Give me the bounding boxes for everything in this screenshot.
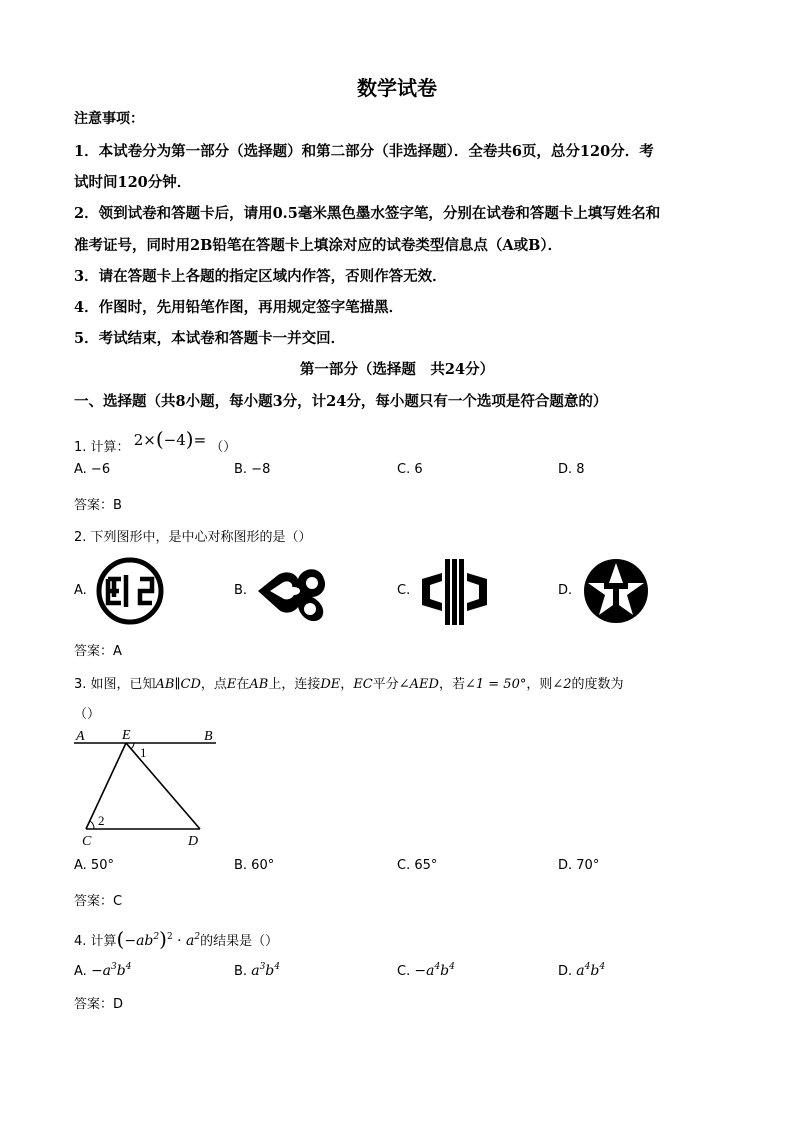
label-angle-1: 1 <box>140 745 147 760</box>
q3-t-o: ，则 <box>526 677 553 692</box>
q4-text: 4. 计算$(-ab^2)^2 \cdot a^2$的结果是（） <box>74 927 279 951</box>
q3-option-b: B. 60° <box>234 858 275 873</box>
label-d: D <box>188 834 199 849</box>
q4-option-c: C. $-a^4b^4$ <box>397 962 455 979</box>
notice-line-7: 5．考试结束，本试卷和答题卡一并交回． <box>74 330 346 347</box>
notice-line-2: 试时间120分钟． <box>74 174 192 191</box>
notice-heading: 注意事项： <box>74 111 144 127</box>
label-b: B <box>204 729 213 744</box>
q2-label-b: B. <box>234 583 248 598</box>
q3-t-c: ，点 <box>200 677 227 692</box>
q4-suffix: 的结果是（） <box>200 934 279 949</box>
q3-t-k: 平分 <box>372 677 399 692</box>
q3-t-m: ，若 <box>438 677 465 692</box>
q1-answer: 答案：B <box>74 498 122 513</box>
q3-t-h: DE <box>320 677 341 692</box>
notice-line-4: 准考证号，同时用2B铅笔在答题卡上填涂对应的试卷类型信息点（A或B）． <box>74 237 563 254</box>
part1-heading: 第一部分（选择题 共24分） <box>299 361 495 378</box>
q1-option-c: C. 6 <box>397 462 423 477</box>
q3-t-n: ∠1 = 50° <box>464 677 527 692</box>
q3-t-p: ∠2 <box>552 677 572 692</box>
q1-expr-c: = <box>193 431 207 449</box>
q3-t-q: 的度数为 <box>571 677 624 692</box>
logo-d-image <box>580 557 652 625</box>
q3-t-e: 在 <box>236 677 250 692</box>
q3-answer: 答案：C <box>74 894 123 909</box>
q1-expr-b: −4 <box>163 431 186 449</box>
q3-t-j: EC <box>353 677 373 692</box>
logo-b-image <box>254 557 330 625</box>
q3-t-g: 上，连接 <box>268 677 321 692</box>
q1-expr-a: 2× <box>133 431 156 449</box>
q3-option-a: A. 50° <box>74 858 114 873</box>
q4-answer: 答案：D <box>74 997 124 1012</box>
q3-t-d: E <box>226 677 237 692</box>
logo-c-image <box>418 557 490 627</box>
q2-label-c: C. <box>397 583 411 598</box>
q1-option-a: A. −6 <box>74 462 111 477</box>
q4-prefix: 4. 计算 <box>74 934 117 949</box>
label-c: C <box>82 834 92 849</box>
notice-line-1: 1．本试卷分为第一部分（选择题）和第二部分（非选择题）．全卷共6页，总分120分．考 <box>74 143 654 160</box>
q1-text: 1. 计算： 2×(−4)= （） <box>74 427 237 455</box>
q1-option-d: D. 8 <box>558 462 585 477</box>
angle-2-arc <box>90 821 94 829</box>
q2-label-a: A. <box>74 583 87 598</box>
angle-1-arc <box>131 743 134 749</box>
q3-t-i: ， <box>340 677 354 692</box>
notice-line-5: 3．请在答题卡上各题的指定区域内作答，否则作答无效． <box>74 268 447 285</box>
label-e: E <box>122 728 131 743</box>
notice-line-6: 4．作图时，先用铅笔作图，再用规定签字笔描黑． <box>74 299 404 316</box>
q4-option-a: A. $-a^3b^4$ <box>74 962 132 979</box>
q4-option-d: D. $a^4b^4$ <box>558 962 606 979</box>
q3-t-l: ∠AED <box>398 677 439 692</box>
q3-t-b: AB∥CD <box>155 677 201 692</box>
q3-text-line1 <box>74 673 624 692</box>
q3-t-a: 3. 如图，已知 <box>74 677 156 692</box>
label-angle-2: 2 <box>98 813 105 828</box>
notice-line-3: 2．领到试卷和答题卡后，请用0.5毫米黑色墨水签字笔，分别在试卷和答题卡上填写姓名和 <box>74 205 661 222</box>
q1-prefix: 1. 计算： <box>74 440 130 455</box>
q4-option-b: B. $a^3b^4$ <box>234 962 280 979</box>
section-heading: 一、选择题（共8小题，每小题3分，计24分，每小题只有一个选项是符合题意的） <box>74 393 608 410</box>
q3-text-line2: （） <box>74 707 101 722</box>
q3-option-c: C. 65° <box>397 858 438 873</box>
line-ed <box>126 743 200 829</box>
line-ec <box>86 743 126 829</box>
q2-answer: 答案：A <box>74 644 122 659</box>
logo-a-image <box>94 557 166 625</box>
q3-t-f: AB <box>249 677 269 692</box>
q2-text: 2. 下列图形中，是中心对称图形的是（） <box>74 530 312 545</box>
q1-option-b: B. −8 <box>234 462 271 477</box>
q3-geometry-figure <box>70 726 230 852</box>
q2-label-d: D. <box>558 583 573 598</box>
label-a: A <box>76 729 85 744</box>
q1-suffix: （） <box>210 440 237 455</box>
q3-option-d: D. 70° <box>558 858 600 873</box>
page-title: 数学试卷 <box>357 76 437 100</box>
